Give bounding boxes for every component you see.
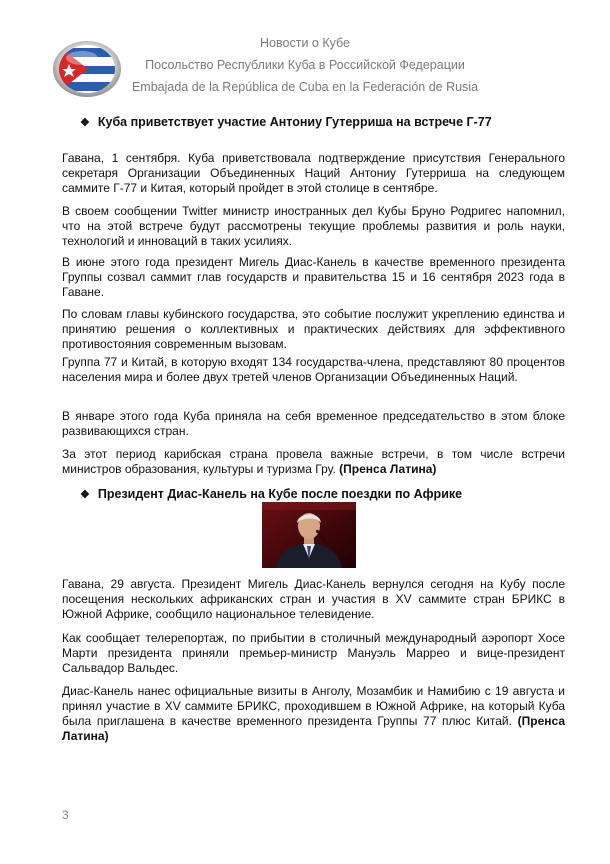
article2-heading bbox=[80, 487, 462, 501]
article2-paragraph: Как сообщает телерепортаж, по прибытии в столичный международный аэропорт Хосе Марти президента приняли премьер-министр Мануэль Маррео и вице-президент Сальвадор Вальдес. bbox=[62, 631, 565, 675]
article1-source: (Пренса Латина) bbox=[339, 462, 437, 476]
article2-title: Президент Диас-Канель на Кубе после поездки по Африке bbox=[97, 487, 463, 501]
cuban-flag-globe-icon bbox=[52, 40, 122, 98]
diamond-bullet-icon: ❖ bbox=[80, 116, 90, 129]
article2-last-paragraph bbox=[62, 684, 565, 744]
header-embassy-ru: Посольство Республики Куба в Российской Федерации bbox=[145, 58, 465, 72]
header-embassy-es: Embajada de la República de Cuba en la Federación de Rusia bbox=[131, 80, 479, 94]
article1-paragraph: В январе этого года Куба приняла на себя временное председательство в этом блоке развивающихся стран. bbox=[62, 409, 565, 438]
header bbox=[130, 32, 480, 98]
article1-last-paragraph bbox=[62, 447, 565, 477]
article2-paragraph-text: Диас-Канель нанес официальные визиты в Анголу, Мозамбик и Намибию с 19 августа и принял участие в XV саммите БРИКС, проходившем в Южной Африке, на который Куба была приглашена в качестве временного президента Группы 77 плюс Китай. bbox=[62, 684, 565, 728]
article1-paragraph: Группа 77 и Китай, в которую входят 134 государства-члена, представляют 80 процентов населения мира и более двух третей членов Организации Объединенных Наций. bbox=[62, 355, 565, 384]
article1-paragraph-text: За этот период карибская страна провела важные встречи, в том числе встречи министров образования, культуры и туризма Гру. bbox=[62, 447, 565, 476]
article2-paragraph: Гавана, 29 августа. Президент Мигель Диас-Канель вернулся сегодня на Кубу после посещения нескольких африканских стран и участия в XV саммите стран БРИКС в Южной Африке, сообщило национальное телевидение. bbox=[62, 577, 565, 621]
page-number: 3 bbox=[62, 808, 69, 822]
article2-source: (Пренса Латина) bbox=[62, 714, 565, 743]
diamond-bullet-icon: ❖ bbox=[80, 488, 90, 501]
header-title: Новости о Кубе bbox=[260, 36, 350, 50]
article1-paragraph: По словам главы кубинского государства, это событие послужит укреплению единства и принятию решения о коллективных и практических действиях для эффективного противостояния современным вызовам. bbox=[62, 307, 565, 351]
article1-heading bbox=[80, 115, 492, 129]
article1-paragraph: В июне этого года президент Мигель Диас-Канель в качестве временного президента Группы созвал саммит глав государств и правительства 15 и 16 сентября 2023 года в Гаване. bbox=[62, 255, 565, 299]
article1-paragraph: Гавана, 1 сентября. Куба приветствовала подтверждение присутствия Генерального секретаря Организации Объединенных Наций Антониу Гутерриша на следующем саммите Г-77 и Китая, который пройдет в этой столице в сентябре. bbox=[62, 151, 565, 195]
president-photo bbox=[262, 502, 356, 568]
article1-title: Куба приветствует участие Антониу Гутерриша на встрече Г-77 bbox=[97, 115, 492, 129]
article1-paragraph: В своем сообщении Twitter министр иностранных дел Кубы Бруно Родригес напомнил, что на этой встрече будут рассмотрены текущие проблемы развития и роль науки, технологий и инноваций в таких усилиях. bbox=[62, 204, 565, 248]
